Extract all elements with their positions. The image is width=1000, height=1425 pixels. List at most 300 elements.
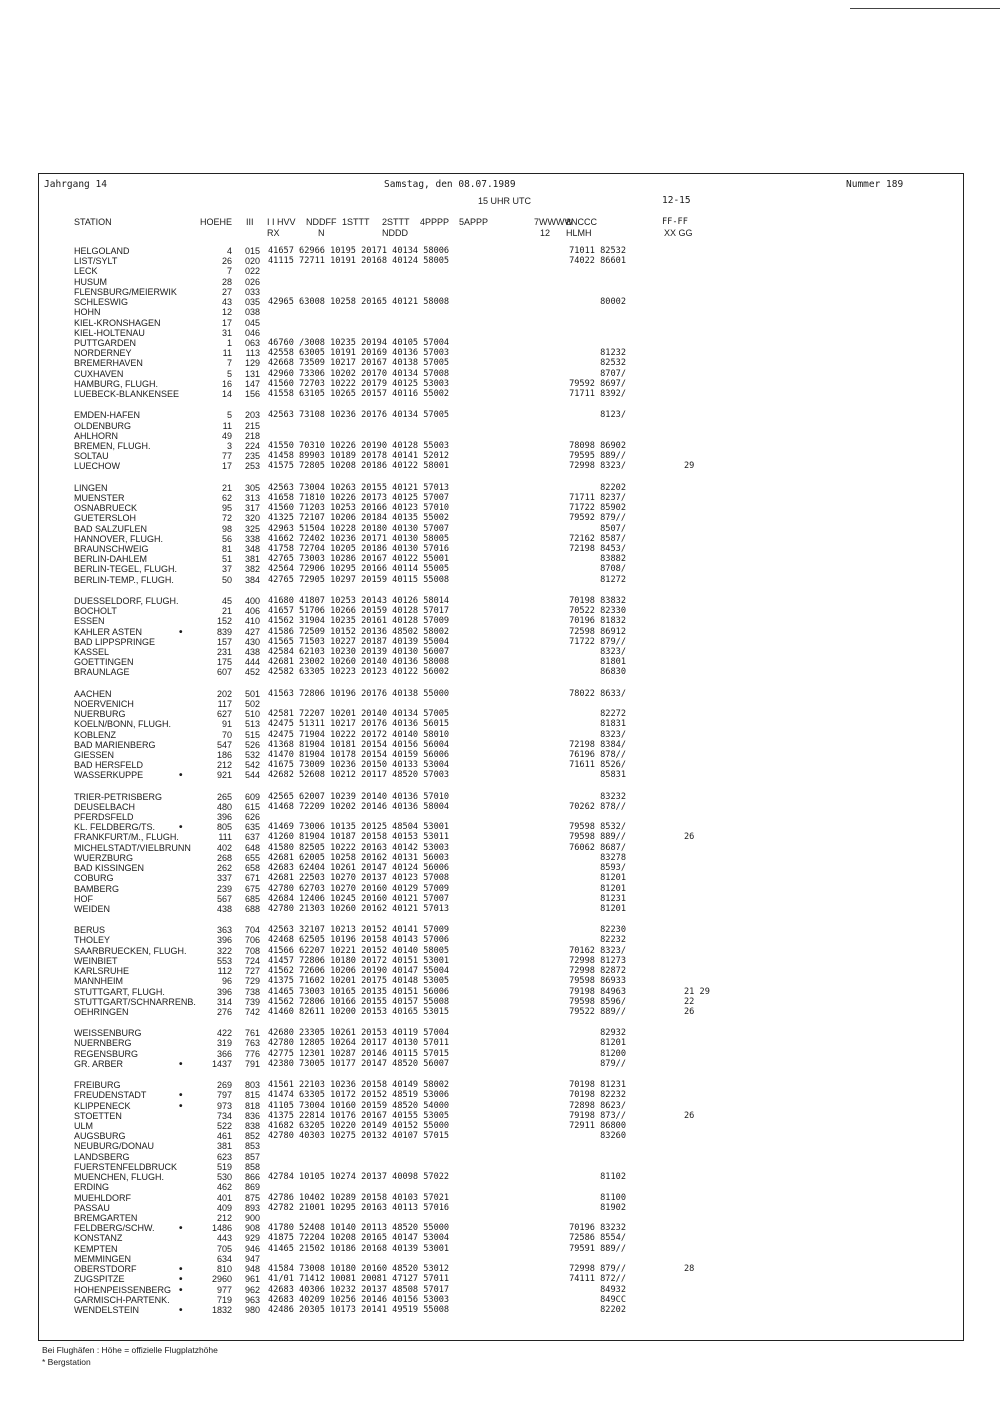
table-row	[0, 575, 1000, 585]
station-id: 857	[244, 1151, 260, 1162]
table-row	[0, 410, 1000, 420]
station-name: BAD HERSFELD	[74, 760, 144, 771]
table-row	[0, 884, 1000, 894]
station-height: 363	[216, 925, 232, 936]
synop-groups: 42681 22503 10270 20137 40123 57008	[268, 873, 450, 884]
station-height: 157	[216, 636, 232, 647]
station-height: 607	[216, 667, 232, 678]
table-row	[0, 503, 1000, 513]
mountain-marker: •	[179, 1223, 183, 1235]
synop-groups: 41460 82611 10200 20153 40165 53015	[268, 1007, 450, 1017]
station-id: 129	[244, 358, 260, 369]
table-row	[0, 689, 1000, 699]
table-row	[0, 1080, 1000, 1090]
station-height: 634	[216, 1253, 232, 1264]
station-height: 623	[216, 1151, 232, 1162]
station-name: STOETTEN	[74, 1110, 122, 1121]
table-row	[0, 451, 1000, 461]
synop-groups: 41375 22814 10176 20167 40155 53005	[268, 1110, 450, 1121]
station-name: BREMEN, FLUGH.	[74, 441, 151, 451]
station-height: 422	[216, 1028, 232, 1039]
station-height: 96	[221, 976, 232, 987]
cloud-groups: 79522 889//	[569, 1007, 626, 1017]
table-row	[0, 493, 1000, 503]
station-name: BRAUNSCHWEIG	[74, 543, 149, 554]
synop-groups: 42765 73003 10286 20167 40122 55001	[268, 554, 450, 565]
cloud-groups: 83260	[600, 1131, 626, 1142]
col-12: 12	[540, 228, 551, 238]
station-name: KONSTANZ	[74, 1233, 123, 1244]
table-row	[0, 832, 1000, 842]
station-name: OBERSTDORF	[74, 1264, 137, 1274]
table-row	[0, 389, 1000, 399]
col-iii: III	[246, 217, 254, 227]
time-label: 15 UHR UTC	[478, 196, 532, 206]
synop-groups: 41550 70310 10226 20190 40128 55003	[268, 441, 450, 451]
cloud-groups: 85831	[600, 770, 626, 781]
wind-gust: 28	[684, 1264, 695, 1274]
station-id: 544	[244, 770, 260, 781]
station-id: 320	[244, 513, 260, 524]
station-id: 776	[244, 1048, 260, 1059]
col-ffff: FF-FF	[662, 217, 688, 227]
table-row	[0, 843, 1000, 853]
station-id: 156	[244, 389, 260, 400]
synop-groups: 42684 12406 10245 20160 40121 57007	[268, 893, 450, 904]
synop-groups: 41468 72209 10202 20146 40136 58004	[268, 801, 450, 812]
cloud-groups: 78022 8633/	[569, 688, 626, 699]
table-row	[0, 750, 1000, 760]
station-id: 542	[244, 760, 260, 771]
station-id: 038	[244, 307, 260, 318]
synop-groups: 41780 52408 10140 20113 48520 55000	[268, 1223, 450, 1234]
synop-groups: 42965 63008 10258 20165 40121 58008	[268, 297, 450, 308]
table-row	[0, 1305, 1000, 1315]
table-row	[0, 802, 1000, 812]
mountain-marker: •	[179, 1264, 183, 1275]
synop-groups: 42963 51504 10228 20180 40130 57007	[268, 523, 450, 534]
table-row	[0, 1254, 1000, 1264]
station-name: BREMGARTEN	[74, 1212, 138, 1223]
station-id: 045	[244, 317, 260, 328]
cloud-groups: 82272	[600, 709, 626, 719]
station-name: BERLIN-TEMP., FLUGH.	[74, 574, 174, 585]
station-height: 7	[226, 358, 232, 369]
station-height: 438	[216, 904, 232, 914]
table-row	[0, 647, 1000, 657]
col-hlmh: HLMH	[566, 228, 592, 238]
cloud-groups: 72598 86912	[569, 626, 626, 637]
station-height: 7	[226, 266, 232, 277]
station-id: 218	[244, 430, 260, 441]
cloud-groups: 72998 879//	[569, 1264, 626, 1274]
synop-groups: 41657 51706 10266 20159 40128 57017	[268, 606, 450, 616]
table-row	[0, 966, 1000, 976]
hour-range: 12-15	[662, 195, 691, 206]
cloud-groups: 70198 81231	[569, 1080, 626, 1091]
station-id: 853	[244, 1141, 260, 1152]
table-row	[0, 266, 1000, 276]
mountain-marker: •	[179, 1274, 183, 1286]
station-name: FRANKFURT/M., FLUGH.	[74, 832, 179, 843]
cloud-groups: 79598 8532/	[569, 822, 626, 833]
station-name: NOERVENICH	[74, 698, 134, 709]
synop-groups: 42683 62404 10261 20147 40124 56006	[268, 863, 450, 874]
station-name: BAMBERG	[74, 883, 120, 894]
table-row	[0, 946, 1000, 956]
station-height: 547	[216, 739, 232, 750]
station-id: 526	[244, 739, 260, 750]
synop-groups: 41563 72806 10196 20176 40138 55000	[268, 688, 450, 699]
station-name: WASSERKUPPE	[74, 770, 144, 781]
station-name: KEMPTEN	[74, 1243, 118, 1254]
station-id: 215	[244, 420, 260, 431]
station-height: 921	[216, 770, 232, 781]
table-row	[0, 812, 1000, 822]
station-height: 402	[216, 842, 232, 853]
synop-groups: 42784 10105 10274 20137 40098 57022	[268, 1172, 450, 1182]
station-height: 314	[216, 996, 232, 1007]
station-id: 742	[244, 1007, 260, 1017]
synop-groups: 41561 22103 10236 20158 40149 58002	[268, 1080, 450, 1091]
mountain-marker: •	[179, 822, 183, 834]
station-height: 28	[221, 276, 232, 287]
synop-groups: 42668 73509 10217 20167 40138 57005	[268, 358, 450, 369]
table-row	[0, 1038, 1000, 1048]
station-name: KARLSRUHE	[74, 966, 130, 977]
cloud-groups: 71011 82532	[569, 246, 626, 256]
table-row	[0, 554, 1000, 564]
table-row	[0, 318, 1000, 328]
cloud-groups: 79198 873//	[569, 1110, 626, 1121]
table-row	[0, 1182, 1000, 1192]
station-height: 49	[221, 430, 232, 441]
station-id: 963	[244, 1294, 260, 1305]
synop-groups: 42565 62007 10239 20140 40136 57010	[268, 791, 450, 802]
station-height: 186	[216, 749, 232, 760]
cloud-groups: 72911 86800	[569, 1120, 626, 1131]
station-id: 400	[244, 595, 260, 606]
station-name: LINGEN	[74, 482, 108, 493]
station-id: 131	[244, 368, 260, 379]
table-row	[0, 719, 1000, 729]
mountain-marker: •	[179, 1090, 183, 1102]
station-id: 875	[244, 1192, 260, 1203]
cloud-groups: 72998 81273	[569, 955, 626, 966]
station-name: EMDEN-HAFEN	[74, 410, 141, 421]
cloud-groups: 81201	[600, 873, 626, 884]
station-id: 948	[244, 1264, 260, 1274]
mountain-marker: •	[179, 626, 183, 638]
station-name: CUXHAVEN	[74, 368, 124, 379]
station-id: 444	[244, 657, 260, 668]
station-name: SOLTAU	[74, 451, 109, 462]
station-name: BAD LIPPSPRINGE	[74, 636, 156, 647]
table-row	[0, 894, 1000, 904]
synop-groups: 41566 62207 10221 20152 40140 58005	[268, 945, 450, 956]
table-row	[0, 513, 1000, 523]
synop-groups: 41560 71203 10253 20166 40123 57010	[268, 503, 450, 514]
station-name: ERDING	[74, 1182, 110, 1193]
table-row	[0, 1213, 1000, 1223]
cloud-groups: 72998 82872	[569, 966, 626, 977]
station-name: AACHEN	[74, 688, 112, 699]
station-name: ZUGSPITZE	[74, 1274, 125, 1285]
cloud-groups: 78098 86902	[569, 441, 626, 451]
cloud-groups: 79598 889//	[569, 832, 626, 843]
issue-number: Nummer 189	[846, 179, 904, 190]
table-row	[0, 1285, 1000, 1295]
table-row	[0, 277, 1000, 287]
synop-groups: 41465 21502 10186 20168 40139 53001	[268, 1243, 450, 1254]
station-name: MUENSTER	[74, 492, 125, 503]
table-row	[0, 287, 1000, 297]
station-id: 501	[244, 688, 260, 699]
station-height: 462	[216, 1182, 232, 1193]
synop-groups: 41675 73009 10236 20150 40133 53004	[268, 760, 450, 771]
station-name: MANNHEIM	[74, 976, 123, 987]
table-row	[0, 1101, 1000, 1111]
station-name: BRAUNLAGE	[74, 667, 130, 678]
station-name: WENDELSTEIN	[74, 1304, 140, 1315]
station-height: 396	[216, 812, 232, 822]
station-height: 276	[216, 1007, 232, 1017]
synop-groups: 42486 20305 10173 20141 49519 55008	[268, 1304, 450, 1315]
cloud-groups: 879//	[600, 1058, 626, 1069]
station-name: HANNOVER, FLUGH.	[74, 533, 164, 544]
station-height: 17	[221, 317, 232, 328]
station-id: 658	[244, 863, 260, 874]
synop-groups: 41562 72806 10166 20155 40157 55008	[268, 996, 450, 1007]
table-row	[0, 616, 1000, 626]
cloud-groups: 82232	[600, 935, 626, 946]
station-name: SAARBRUECKEN, FLUGH.	[74, 945, 187, 956]
station-name: LECK	[74, 266, 98, 277]
station-id: 203	[244, 410, 260, 421]
cloud-groups: 8593/	[600, 863, 626, 874]
station-name: GOETTINGEN	[74, 657, 134, 668]
table-row	[0, 1203, 1000, 1213]
station-height: 461	[216, 1131, 232, 1142]
synop-groups: 41474 63305 10172 20152 48519 53006	[268, 1090, 450, 1101]
station-name: ESSEN	[74, 616, 105, 627]
table-row	[0, 1111, 1000, 1121]
table-row	[0, 483, 1000, 493]
cloud-groups: 8323/	[600, 646, 626, 657]
station-name: HOF	[74, 893, 93, 904]
cloud-groups: 80002	[600, 297, 626, 308]
station-id: 929	[244, 1233, 260, 1244]
station-name: NORDERNEY	[74, 348, 132, 359]
table-row	[0, 307, 1000, 317]
station-name: MICHELSTADT/VIELBRUNN	[74, 842, 191, 853]
station-id: 704	[244, 925, 260, 936]
cloud-groups: 84932	[600, 1284, 626, 1295]
table-row	[0, 606, 1000, 616]
synop-groups: 42584 62103 10230 20139 40130 56007	[268, 646, 450, 657]
table-row	[0, 976, 1000, 986]
table-row	[0, 709, 1000, 719]
cloud-groups: 70522 82330	[569, 606, 626, 616]
station-height: 31	[221, 327, 232, 338]
station-name: BAD SALZUFLEN	[74, 523, 148, 534]
station-id: 430	[244, 636, 260, 647]
station-name: GIESSEN	[74, 749, 115, 760]
synop-groups: 41580 82505 10222 20163 40142 53003	[268, 842, 450, 853]
synop-groups: 42581 72207 10201 20140 40134 57005	[268, 709, 450, 719]
station-id: 727	[244, 966, 260, 977]
mountain-marker: •	[179, 1304, 183, 1316]
cloud-groups: 71711 8237/	[569, 492, 626, 503]
station-height: 1832	[211, 1304, 232, 1315]
synop-groups: 42780 21303 10260 20162 40121 57013	[268, 904, 450, 914]
col-4pppp: 4PPPP	[420, 217, 450, 227]
station-height: 231	[216, 646, 232, 657]
synop-groups: 42681 23002 10260 20140 40136 58008	[268, 657, 450, 668]
table-row	[0, 667, 1000, 677]
station-name: FREUDENSTADT	[74, 1090, 147, 1101]
station-height: 366	[216, 1048, 232, 1059]
table-row	[0, 657, 1000, 667]
station-id: 406	[244, 606, 260, 616]
table-row	[0, 256, 1000, 266]
synop-groups: 42475 71904 10222 20172 40140 58010	[268, 729, 450, 740]
cloud-groups: 83278	[600, 852, 626, 863]
synop-groups: 46760 /3008 10235 20194 40105 57004	[268, 338, 450, 348]
station-name: STUTTGART/SCHNARRENB.	[74, 996, 196, 1007]
station-name: AUGSBURG	[74, 1131, 126, 1142]
cloud-groups: 81201	[600, 883, 626, 894]
station-id: 317	[244, 503, 260, 514]
station-name: BOCHOLT	[74, 606, 117, 616]
station-height: 522	[216, 1120, 232, 1131]
station-name: BERUS	[74, 925, 106, 936]
station-id: 946	[244, 1243, 260, 1254]
synop-groups: 41875 72204 10208 20165 40147 53004	[268, 1233, 450, 1244]
cloud-groups: 81831	[600, 719, 626, 730]
station-name: PFERDSFELD	[74, 812, 134, 822]
station-height: 409	[216, 1202, 232, 1213]
station-height: 72	[221, 513, 232, 524]
synop-groups: 42681 62005 10258 20162 40131 56003	[268, 852, 450, 863]
station-height: 98	[221, 523, 232, 534]
station-name: WUERZBURG	[74, 852, 133, 863]
station-height: 797	[216, 1090, 232, 1101]
station-id: 427	[244, 626, 260, 637]
station-name: GARMISCH-PARTENK.	[74, 1294, 170, 1305]
station-name: WEIDEN	[74, 904, 110, 914]
table-row	[0, 524, 1000, 534]
station-height: 1486	[211, 1223, 232, 1234]
station-id: 675	[244, 883, 260, 894]
cloud-groups: 82230	[600, 925, 626, 936]
station-height: 3	[226, 441, 232, 451]
cloud-groups: 76196 878//	[569, 749, 626, 760]
station-id: 510	[244, 709, 260, 719]
cloud-groups: 81231	[600, 893, 626, 904]
wind-gust: 26	[684, 1007, 695, 1017]
synop-groups: 41260 81904 10187 20158 40153 53011	[268, 832, 450, 843]
cloud-groups: 8707/	[600, 368, 626, 379]
station-id: 313	[244, 492, 260, 503]
synop-groups: 41658 71810 10226 20173 40125 57007	[268, 492, 450, 503]
station-name: PASSAU	[74, 1202, 110, 1213]
synop-groups: 42683 40209 10256 20146 40156 53003	[268, 1294, 450, 1305]
station-id: 615	[244, 801, 260, 812]
station-height: 810	[216, 1264, 232, 1274]
station-height: 1437	[211, 1058, 232, 1069]
synop-groups: 42564 72906 10295 20166 40114 55005	[268, 564, 450, 575]
cloud-groups: 70162 8323/	[569, 945, 626, 956]
synop-groups: 42682 52608 10212 20117 48520 57003	[268, 770, 450, 781]
station-name: PUTTGARDEN	[74, 338, 137, 348]
station-name: ULM	[74, 1120, 94, 1131]
wind-gust: 21 29	[684, 986, 710, 997]
station-name: AHLHORN	[74, 430, 119, 441]
station-name: LANDSBERG	[74, 1151, 130, 1162]
station-id: 020	[244, 256, 260, 267]
station-height: 1	[226, 338, 232, 348]
cloud-groups: 82932	[600, 1028, 626, 1039]
station-id: 761	[244, 1028, 260, 1039]
table-row	[0, 1141, 1000, 1151]
station-id: 818	[244, 1100, 260, 1111]
table-row	[0, 863, 1000, 873]
station-name: OLDENBURG	[74, 420, 132, 431]
station-name: BERLIN-TEGEL, FLUGH.	[74, 564, 178, 575]
station-name: KIEL-HOLTENAU	[74, 327, 145, 338]
station-height: 175	[216, 657, 232, 668]
station-id: 815	[244, 1090, 260, 1101]
station-height: 530	[216, 1172, 232, 1182]
station-id: 046	[244, 327, 260, 338]
table-row	[0, 760, 1000, 770]
station-name: GR. ARBER	[74, 1058, 124, 1069]
station-id: 035	[244, 297, 260, 308]
synop-groups: 42582 63305 10223 20123 40122 56002	[268, 667, 450, 678]
station-name: MEMMINGEN	[74, 1253, 131, 1264]
station-height: 396	[216, 986, 232, 997]
cloud-groups: 74111 872//	[569, 1274, 626, 1285]
synop-groups: 41575 72805 10208 20186 40122 58001	[268, 461, 450, 472]
cloud-groups: 70198 83832	[569, 595, 626, 606]
station-height: 719	[216, 1294, 232, 1305]
station-id: 852	[244, 1131, 260, 1142]
cloud-groups: 81801	[600, 657, 626, 668]
cloud-groups: 72998 8323/	[569, 461, 626, 472]
synop-groups: 41469 73006 10135 20125 48504 53001	[268, 822, 450, 833]
station-name: WEISSENBURG	[74, 1028, 142, 1039]
cloud-groups: 74022 86601	[569, 256, 626, 267]
station-id: 869	[244, 1182, 260, 1193]
top-edge-line	[850, 8, 1000, 9]
station-height: 265	[216, 791, 232, 802]
cloud-groups: 79595 889//	[569, 451, 626, 462]
station-height: 11	[222, 348, 232, 359]
table-row	[0, 1193, 1000, 1203]
station-id: 532	[244, 749, 260, 760]
table-row	[0, 987, 1000, 997]
station-height: 95	[221, 503, 232, 514]
synop-groups: 41457 72806 10180 20172 40151 53001	[268, 955, 450, 966]
station-height: 2960	[211, 1274, 232, 1285]
station-id: 063	[244, 338, 260, 348]
table-row	[0, 637, 1000, 647]
table-row	[0, 873, 1000, 883]
station-id: 858	[244, 1161, 260, 1172]
table-row	[0, 935, 1000, 945]
cloud-groups: 82202	[600, 1304, 626, 1315]
